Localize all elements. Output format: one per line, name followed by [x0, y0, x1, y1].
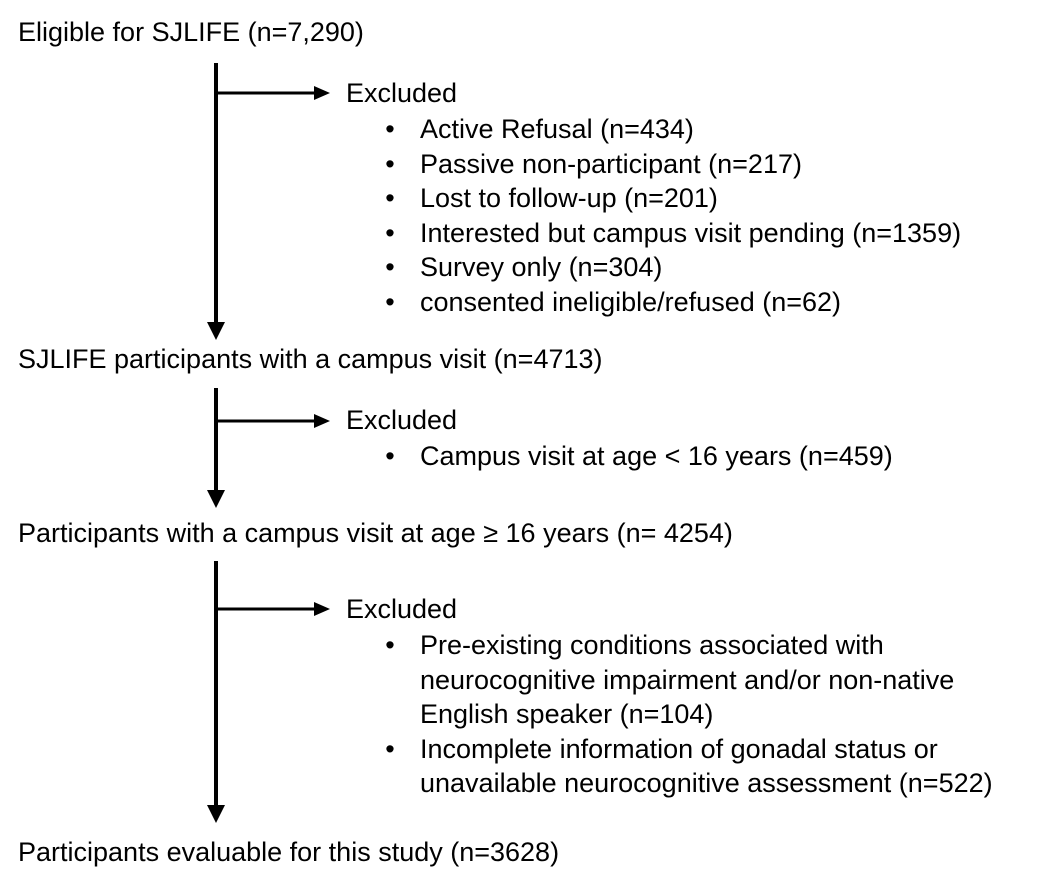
- bullet-icon: •: [385, 733, 395, 764]
- list-item-text: Passive non-participant (n=217): [420, 148, 802, 179]
- side-arrowhead-1: [314, 86, 330, 100]
- stage-eligible: Eligible for SJLIFE (n=7,290): [18, 17, 364, 47]
- list-item: [380, 628, 993, 663]
- list-item: [380, 147, 961, 182]
- list-item-text: unavailable neurocognitive assessment (n=522): [420, 768, 993, 798]
- main-arrowhead-3: [207, 805, 225, 823]
- list-item-continuation: [380, 697, 993, 732]
- excluded-list-3: [380, 628, 993, 801]
- list-item: [380, 250, 961, 285]
- side-arrowhead-2: [314, 414, 330, 428]
- list-item-text: neurocognitive impairment and/or non-native: [420, 664, 955, 695]
- excluded-title-2: Excluded: [346, 405, 458, 435]
- list-item-text: Lost to follow-up (n=201): [420, 183, 718, 213]
- stage-evaluable: Participants evaluable for this study (n=3628): [18, 837, 560, 867]
- bullet-icon: •: [385, 286, 395, 317]
- list-item: [380, 112, 961, 147]
- list-item-continuation: [380, 663, 993, 698]
- bullet-icon: •: [385, 441, 395, 471]
- list-item-text: Survey only (n=304): [420, 252, 663, 282]
- list-item: [380, 285, 961, 320]
- list-item-text: Interested but campus visit pending (n=1359): [420, 217, 962, 248]
- list-item-text: Pre-existing conditions associated with: [420, 630, 884, 660]
- list-item-text: Incomplete information of gonadal status or: [420, 733, 938, 764]
- list-item-text: English speaker (n=104): [420, 699, 714, 729]
- excluded-list-2: [380, 439, 893, 474]
- list-item-text: Active Refusal (n=434): [420, 114, 694, 144]
- excluded-list-1: [380, 112, 961, 319]
- list-item-text: consented ineligible/refused (n=62): [420, 286, 842, 317]
- bullet-icon: •: [385, 217, 395, 248]
- bullet-icon: •: [385, 114, 395, 144]
- list-item: [380, 439, 893, 474]
- stage-age-16-plus: Participants with a campus visit at age ≥ 16 years (n= 4254): [18, 518, 733, 548]
- stage-campus-visit: SJLIFE participants with a campus visit (n=4713): [18, 344, 603, 374]
- bullet-icon: •: [385, 630, 395, 660]
- side-arrowhead-3: [314, 602, 330, 616]
- list-item-continuation: [380, 766, 993, 801]
- list-item: [380, 181, 961, 216]
- main-arrowhead-1: [207, 322, 225, 340]
- bullet-icon: •: [385, 252, 395, 282]
- main-arrowhead-2: [207, 490, 225, 508]
- list-item: [380, 732, 993, 767]
- excluded-title-3: Excluded: [346, 594, 458, 624]
- list-item: [380, 216, 961, 251]
- excluded-title-1: Excluded: [346, 78, 458, 108]
- list-item-text: Campus visit at age < 16 years (n=459): [420, 441, 893, 471]
- bullet-icon: •: [385, 183, 395, 213]
- bullet-icon: •: [385, 148, 395, 179]
